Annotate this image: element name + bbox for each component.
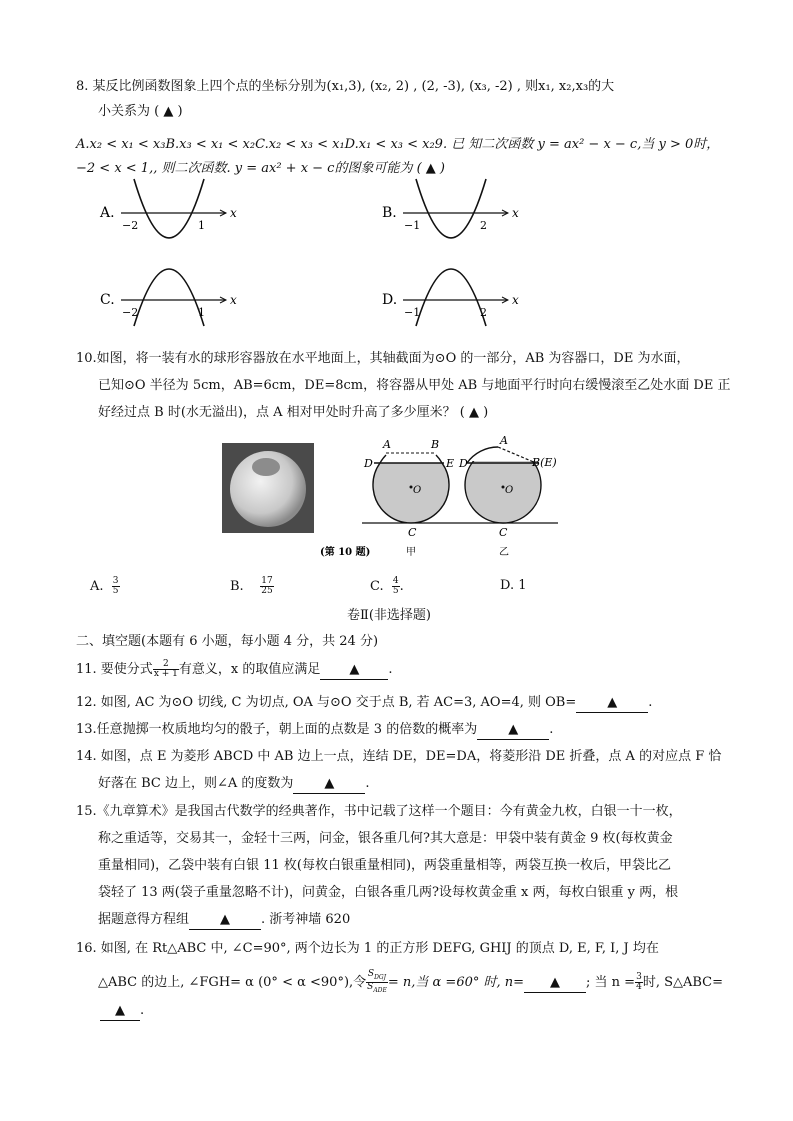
q10-figure	[320, 434, 588, 565]
q9-stem-line2: −2 < x < 1,, 则二次函数. y = ax² + x − c的图象可能为 ( ▲ )	[76, 161, 446, 176]
parabola-curve	[416, 269, 486, 326]
q15-line1: 15.《九章算术》是我国古代数学的经典著作，书中记载了这样一个题目：今有黄金九枚，白银一十一枚，	[76, 804, 682, 819]
q12: 12. 如图, AC 为⊙O 切线, C 为切点, OA 与⊙O 交于点 B, 若 AC=3, AO=4, 则 OB= ▲ .	[76, 694, 652, 713]
parabola-curve	[134, 269, 204, 326]
q13: 13.任意抛掷一枚质地均匀的骰子，朝上面的点数是 3 的倍数的概率为 ▲ .	[76, 721, 553, 740]
q9-option-label: D.	[382, 292, 398, 308]
q10-option-b: B. $\frac{17}{25}$	[230, 576, 273, 596]
label-E-jia: E	[446, 457, 455, 470]
q15-line5: 据题意得方程组 ▲ . 浙考神墙 620	[98, 911, 350, 930]
label-jia: 甲	[406, 547, 416, 558]
label-B-jia: B	[431, 438, 440, 451]
fill-in-header: 二、填空题(本题有 6 小题，每小题 4 分，共 24 分)	[76, 634, 379, 649]
q9-option-label: A.	[100, 205, 115, 221]
label-O-jia: O	[413, 485, 422, 496]
q15-line2: 称之重适等，交易其一，金轻十三两，问金，银各重几何?其大意是：甲袋中装有黄金 9 枚(每枚黄金	[98, 831, 673, 846]
label-C-jia: C	[408, 526, 417, 539]
parabola-curve	[416, 179, 486, 238]
left-root-label: −2	[122, 219, 139, 232]
label-BE-yi: B(E)	[532, 456, 557, 469]
left-root-label: −2	[122, 306, 139, 319]
x-axis-label: x	[230, 293, 237, 307]
q8-options-q9-stem: A.x₂ < x₁ < x₃B.x₃ < x₁ < x₂C.x₂ < x₃ < x₁D.x₁ < x₃ < x₂9. 已 知二次函数 y = ax² − x − c,当 y > 0时，	[76, 137, 720, 152]
right-root-label: 2	[480, 306, 487, 319]
right-root-label: 2	[480, 219, 487, 232]
circle-jia	[373, 463, 449, 523]
q10-line1: 10.如图，将一装有水的球形容器放在水平地面上，其轴截面为⊙O 的一部分，AB 为容器口，DE 为水面，	[76, 351, 690, 366]
x-axis-label: x	[230, 206, 237, 220]
q9-graphs	[0, 185, 793, 335]
q9-option-label: C.	[100, 292, 115, 308]
q15-line4: 袋轻了 13 两(袋子重量忽略不计)，问黄金，白银各重几两?设每枚黄金重 x 两，每枚白银重 y 两，根	[98, 885, 679, 900]
q8-line1: 8. 某反比例函数图象上四个点的坐标分别为(x₁,3), (x₂, 2) , (2, -3), (x₃, -2) , 则x₁, x₂,x₃的大	[76, 79, 615, 94]
label-O-yi: O	[505, 485, 514, 496]
right-root-label: 1	[198, 306, 205, 319]
left-root-label: −1	[404, 306, 421, 319]
q10-line2: 已知⊙O 半径为 5cm，AB=6cm，DE=8cm，将容器从甲处 AB 与地面平行时向右缓慢滚至乙处水面 DE 正	[98, 378, 731, 393]
q10-line3: 好经过点 B 时(水无溢出)，点 A 相对甲处时升高了多少厘米？ ( ▲ )	[98, 405, 489, 420]
label-A-yi: A	[500, 434, 508, 447]
label-D-jia: D	[364, 457, 373, 470]
q10-option-c: C. $\frac{4}{5}$ .	[370, 576, 404, 596]
x-axis-label: x	[512, 206, 519, 220]
q9-option-b-graph	[382, 179, 519, 238]
q16-line1: 16. 如图, 在 Rt△ABC 中, ∠C=90°, 两个边长为 1 的正方形 DEFG, GHIJ 的顶点 D, E, F, I, J 均在	[76, 941, 659, 956]
q10-option-a: A. $\frac{3}{5}$	[90, 576, 119, 596]
parabola-curve	[134, 179, 204, 238]
figure-caption: (第 10 题)	[320, 547, 371, 558]
q8-line2: 小关系为 ( ▲ )	[98, 104, 183, 119]
label-C-yi: C	[499, 526, 508, 539]
q11: 11. 要使分式 $\frac{2}{x + 1}$ 有意义，x 的取值应满足 ▲ .	[76, 659, 393, 679]
q14-line2: 好落在 BC 边上，则∠A 的度数为 ▲ .	[98, 775, 370, 794]
left-root-label: −1	[404, 219, 421, 232]
q16-line2: △ABC 的边上, ∠FGH= α (0° < α <90°),令 $\frac{S_{DGJ}}{S_{ADE}}$ = n,当 α =60° 时, n= ▲ ; 当 n = $\frac{3}{4}$ 时, S△ABC=	[98, 969, 724, 994]
right-root-label: 1	[198, 219, 205, 232]
label-A-jia: A	[383, 438, 391, 451]
q10-option-d: D. 1	[500, 578, 527, 593]
x-axis-label: x	[512, 293, 519, 307]
label-D-yi: D	[459, 457, 468, 470]
q9-option-a-graph	[99, 179, 237, 238]
q9-option-label: B.	[382, 205, 397, 221]
ball-photo	[222, 443, 314, 533]
q9-option-d-graph	[382, 269, 519, 326]
q9-option-c-graph	[100, 269, 237, 326]
q14-line1: 14. 如图，点 E 为菱形 ABCD 中 AB 边上一点，连结 DE，DE=DA，将菱形沿 DE 折叠，点 A 的对应点 F 恰	[76, 749, 722, 764]
q16-line3: ▲ .	[100, 1002, 144, 1021]
q15-line3: 重量相同)，乙袋中装有白银 11 枚(每枚白银重量相同)，两袋重量相等，两袋互换一枚后，甲袋比乙	[98, 858, 672, 873]
label-yi: 乙	[499, 547, 509, 558]
section-2-title: 卷Ⅱ(非选择题)	[347, 608, 431, 623]
